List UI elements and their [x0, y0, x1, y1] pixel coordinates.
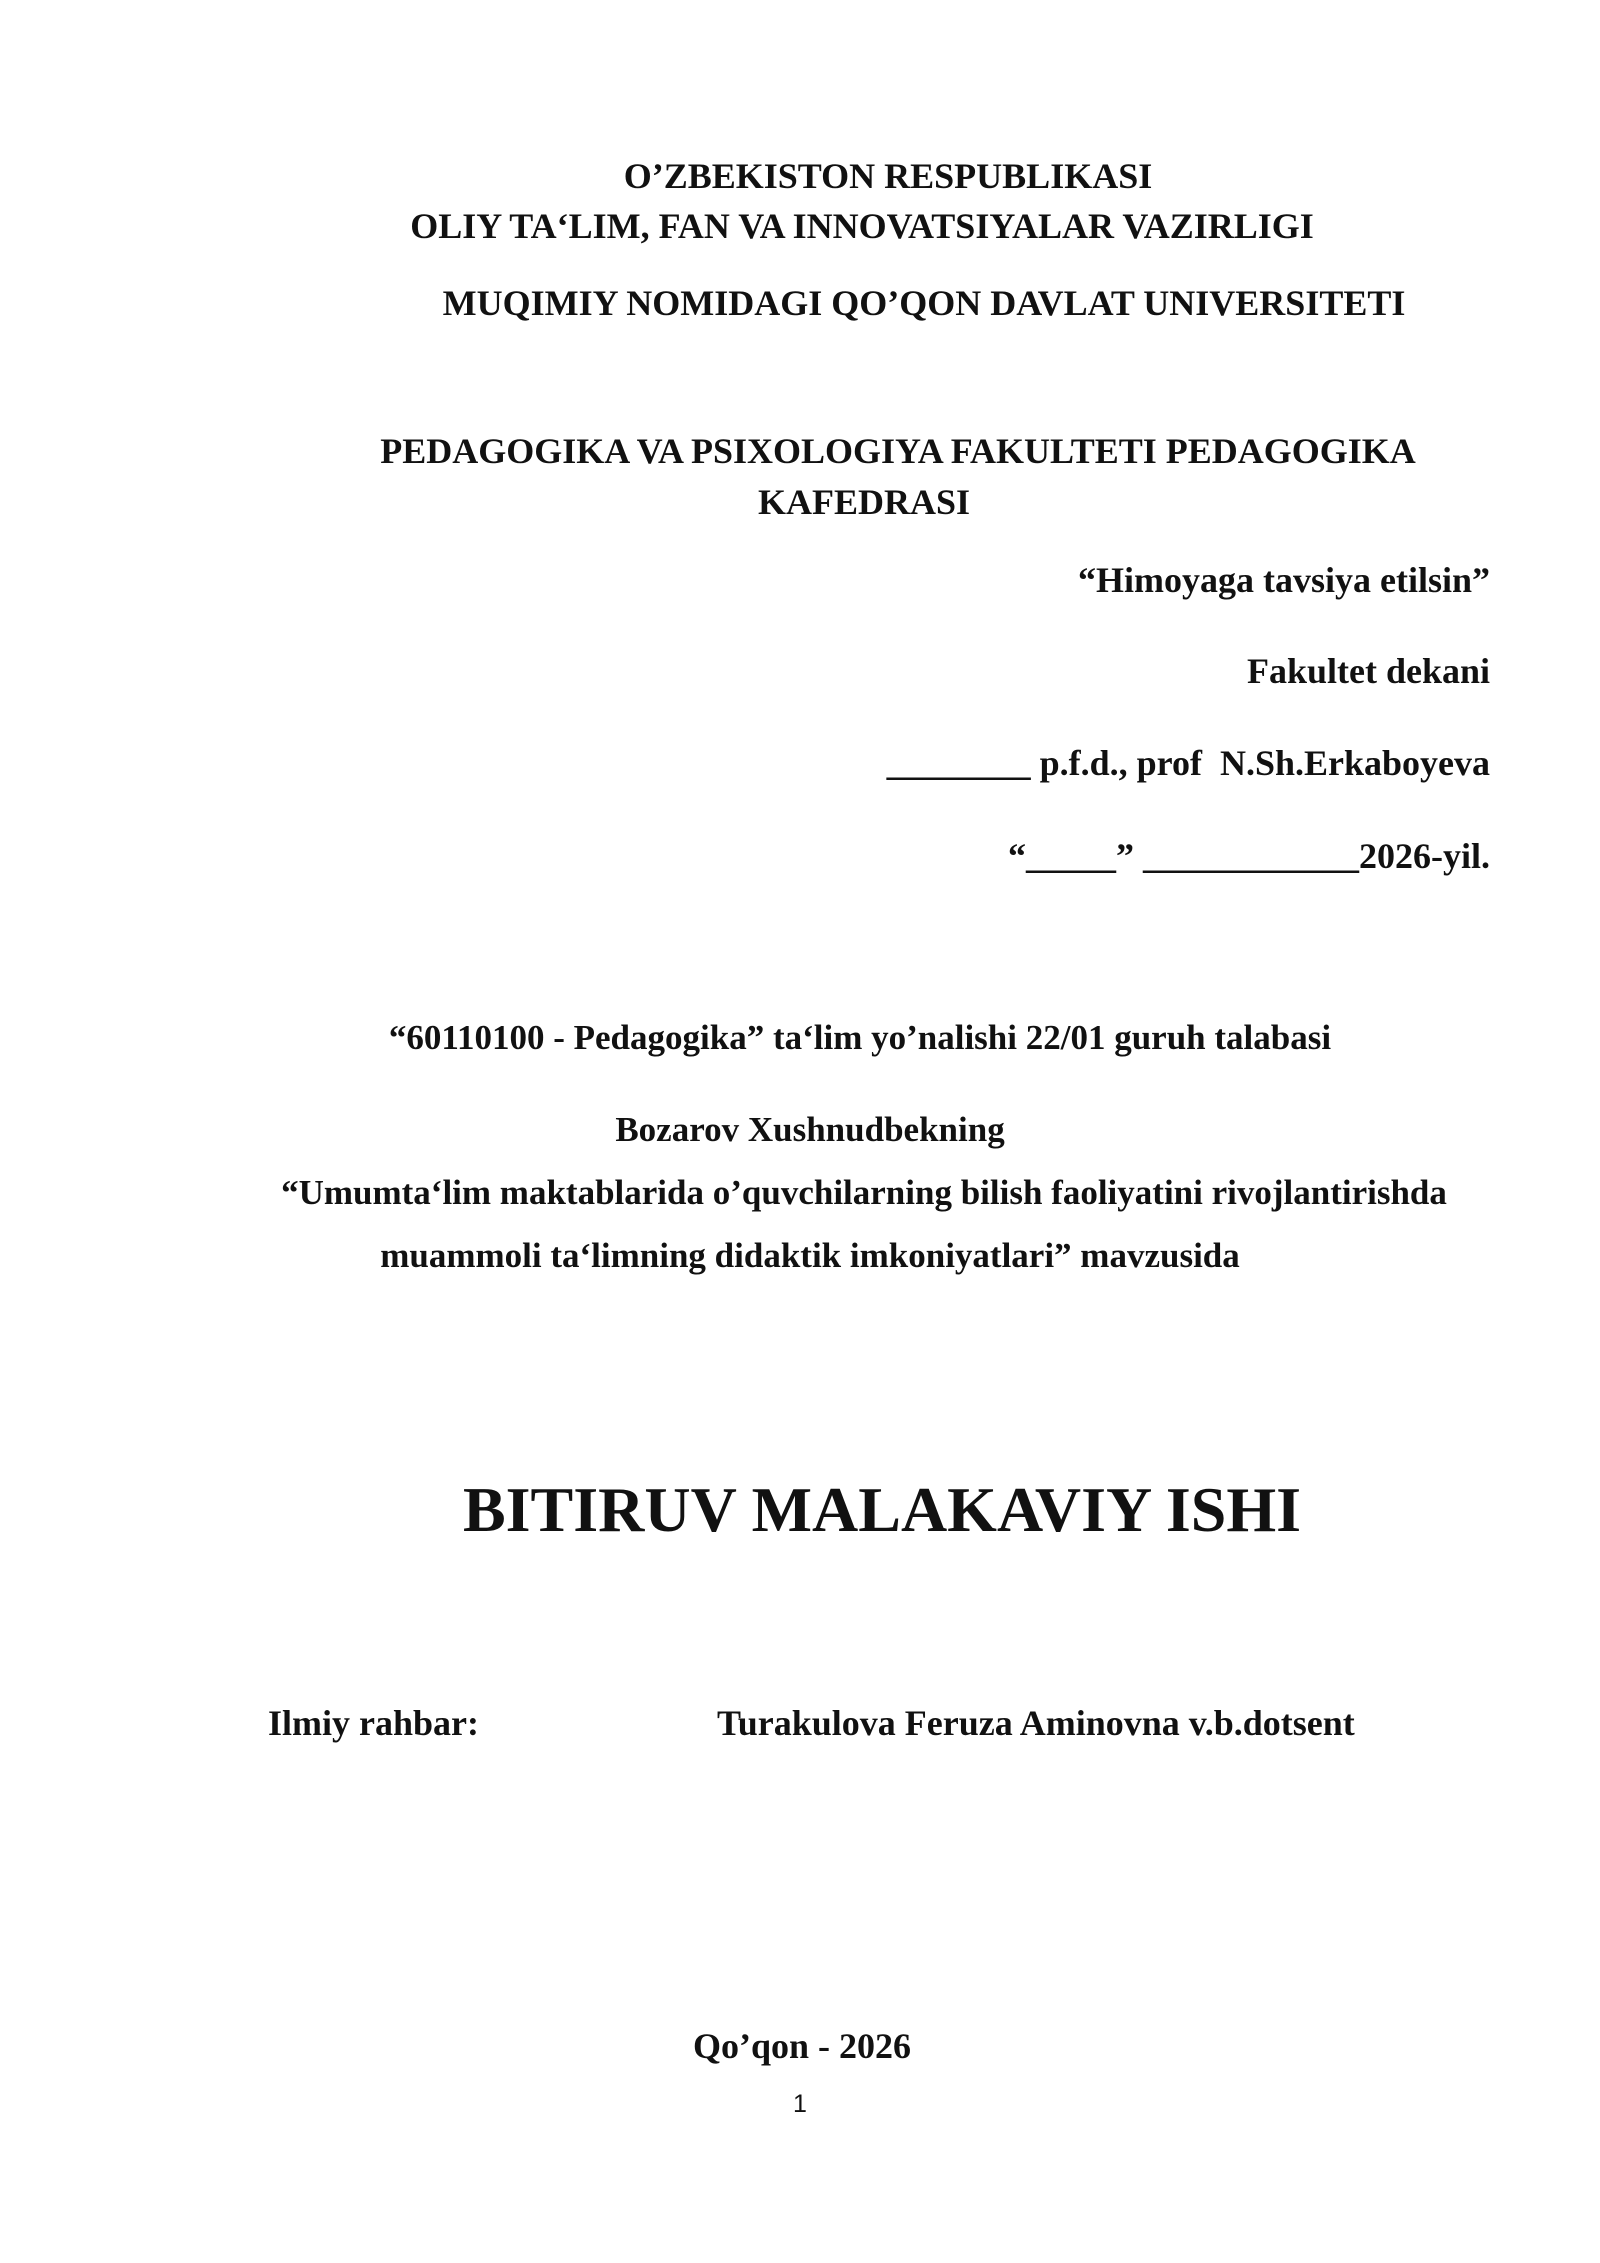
supervisor-name: Turakulova Feruza Aminovna v.b.dotsent: [717, 1703, 1355, 1743]
thesis-topic-line-1: “Umumta‘lim maktablarida o’quvchilarning bilish faoliyatini rivojlantirishda: [281, 1173, 1447, 1212]
faculty-line-1: PEDAGOGIKA VA PSIXOLOGIYA FAKULTETI PEDAGOGIKA: [380, 431, 1416, 471]
header-university: MUQIMIY NOMIDAGI QO’QON DAVLAT UNIVERSITETI: [442, 283, 1406, 323]
approval-recommendation: “Himoyaga tavsiya etilsin”: [1078, 560, 1490, 600]
supervisor-label: Ilmiy rahbar:: [268, 1703, 479, 1743]
approval-date: “_____” ____________2026-yil.: [1008, 836, 1490, 876]
header-ministry: OLIY TA‘LIM, FAN VA INNOVATSIYALAR VAZIRLIGI: [410, 206, 1314, 246]
place-year: Qo’qon - 2026: [692, 2026, 912, 2066]
document-title: BITIRUV MALAKAVIY ISHI: [462, 1474, 1302, 1545]
approval-dean-title: Fakultet dekani: [1246, 651, 1490, 691]
approval-signatory: ________ p.f.d., prof N.Sh.Erkaboyeva: [886, 743, 1490, 783]
thesis-topic-line-2: muammoli ta‘limning didaktik imkoniyatlari” mavzusida: [380, 1236, 1240, 1275]
student-name: Bozarov Xushnudbekning: [615, 1110, 1005, 1149]
page-number: 1: [793, 2090, 807, 2118]
faculty-line-2: KAFEDRASI: [757, 482, 971, 522]
student-program: “60110100 - Pedagogika” ta‘lim yo’nalishi 22/01 guruh talabasi: [388, 1018, 1332, 1057]
header-country: O’ZBEKISTON RESPUBLIKASI: [623, 156, 1153, 196]
